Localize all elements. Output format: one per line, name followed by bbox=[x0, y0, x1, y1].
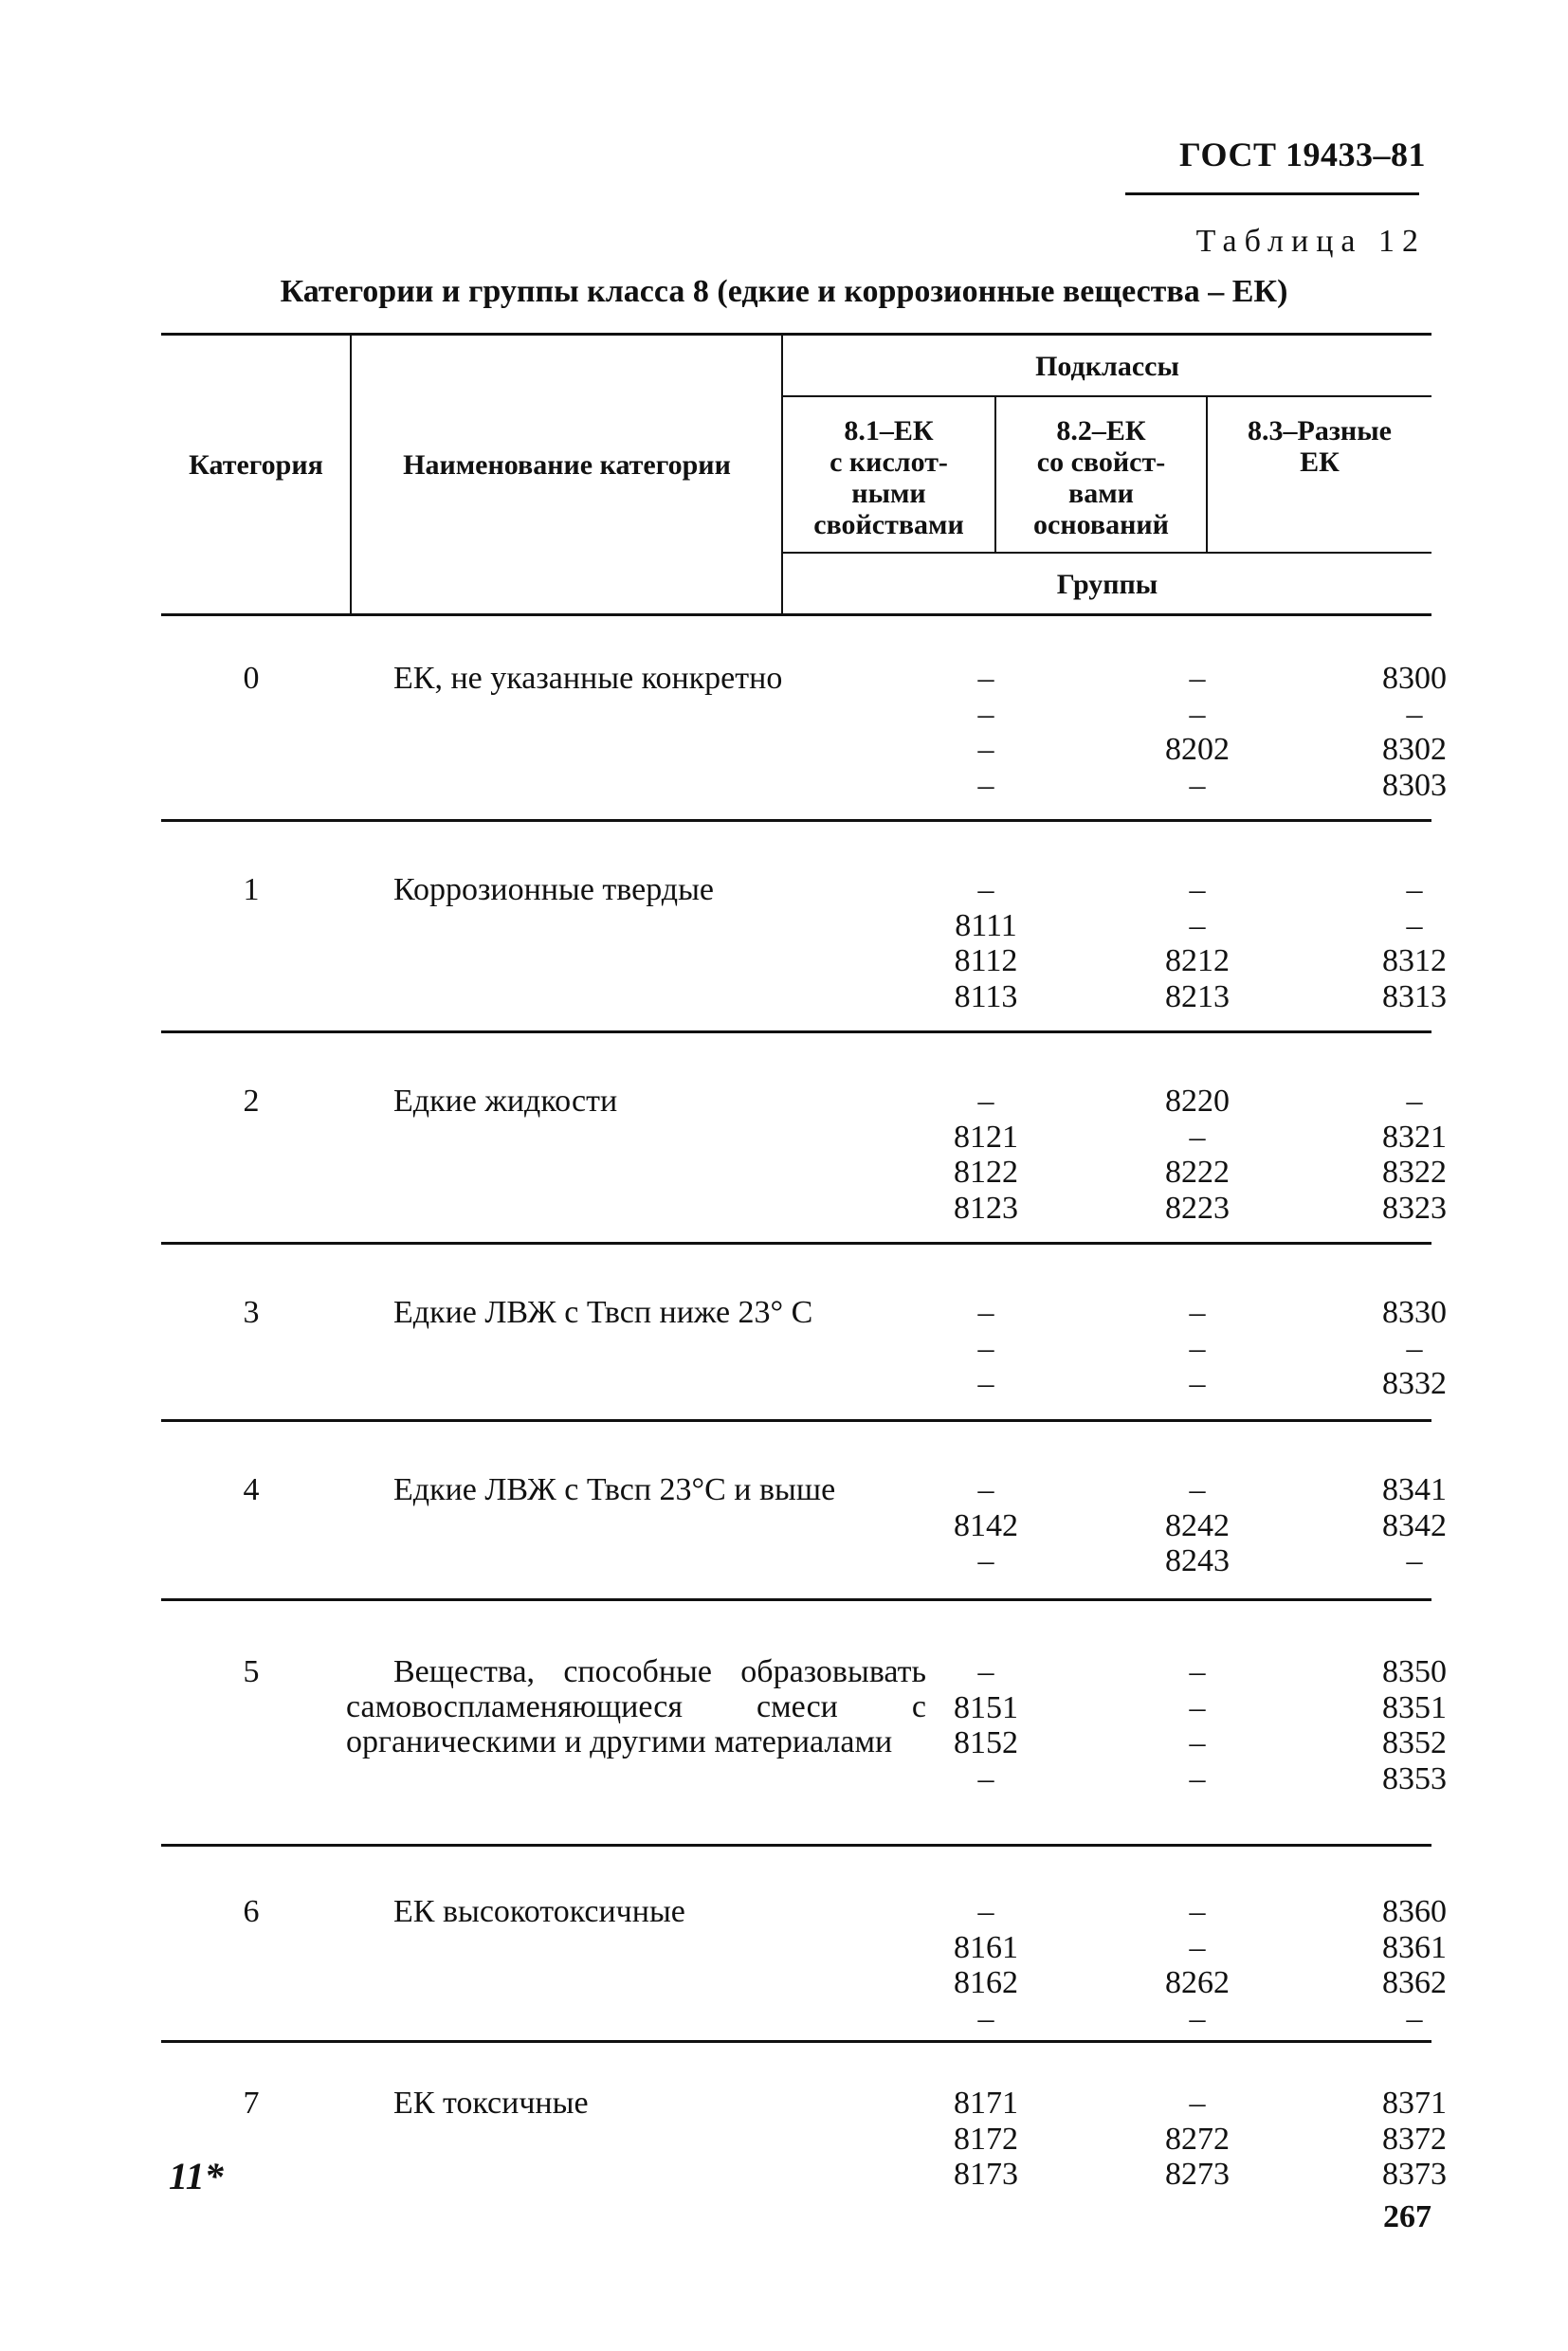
header-bottom-rule bbox=[161, 613, 1431, 616]
header-groups: Группы bbox=[1056, 569, 1158, 600]
category-name: Едкие ЛВЖ с Твсп 23°С и выше bbox=[393, 1472, 836, 1507]
group-code: 8371 bbox=[1382, 2086, 1447, 2121]
group-code: – bbox=[977, 767, 994, 803]
subclasses-rule bbox=[781, 395, 1431, 397]
group-code: – bbox=[977, 1543, 994, 1578]
group-column-3 bbox=[1320, 1084, 1509, 1226]
group-code: 8361 bbox=[1382, 1929, 1447, 1965]
group-code: – bbox=[1189, 767, 1206, 803]
table-top-rule bbox=[161, 333, 1431, 336]
group-code: – bbox=[977, 1295, 994, 1330]
group-code: 8171 bbox=[954, 2086, 1018, 2121]
category-name: ЕК токсичные bbox=[393, 2086, 589, 2121]
group-column-2 bbox=[1103, 1894, 1292, 2036]
group-code: 8172 bbox=[954, 2121, 1018, 2157]
group-code: 8213 bbox=[1165, 978, 1230, 1014]
group-column-3 bbox=[1320, 661, 1509, 803]
category-name: ЕК, не указанные конкретно bbox=[393, 661, 783, 696]
group-code: 8323 bbox=[1382, 1190, 1447, 1226]
group-code: – bbox=[977, 1472, 994, 1507]
group-code: 8353 bbox=[1382, 1760, 1447, 1796]
category-number: 3 bbox=[243, 1295, 260, 1330]
table-number: Таблица 12 bbox=[1195, 224, 1426, 259]
sub1-header-line: с кислот- bbox=[830, 447, 948, 478]
group-code: 8123 bbox=[954, 1190, 1018, 1226]
group-column-2 bbox=[1103, 872, 1292, 1014]
sub1-header-line: свойствами bbox=[813, 509, 964, 540]
sub2-header-line: вами bbox=[1068, 478, 1134, 509]
group-code: – bbox=[1406, 1330, 1423, 1366]
group-code: – bbox=[1189, 1760, 1206, 1796]
group-column-1 bbox=[891, 1472, 1081, 1579]
group-code: 8202 bbox=[1165, 732, 1230, 767]
group-code: – bbox=[1189, 696, 1206, 732]
category-name: ЕК высокотоксичные bbox=[393, 1894, 685, 1929]
standard-number: ГОСТ 19433–81 bbox=[1179, 136, 1426, 173]
group-code: – bbox=[1189, 1654, 1206, 1689]
group-code: 8113 bbox=[954, 978, 1018, 1014]
group-code: – bbox=[1406, 907, 1423, 943]
group-code: 8152 bbox=[954, 1725, 1018, 1760]
group-code: – bbox=[1189, 2000, 1206, 2036]
group-code: 8173 bbox=[954, 2157, 1018, 2192]
signature-mark: 11* bbox=[169, 2155, 224, 2197]
header-sub3 bbox=[1208, 415, 1431, 478]
group-code: – bbox=[977, 1330, 994, 1366]
group-code: 8220 bbox=[1165, 1084, 1230, 1119]
sub3-header-line: ЕК bbox=[1300, 447, 1340, 478]
row-separator bbox=[161, 1030, 1431, 1033]
group-code: 8332 bbox=[1382, 1366, 1447, 1401]
header-rule bbox=[1125, 192, 1419, 195]
group-code: 8342 bbox=[1382, 1507, 1447, 1543]
row-separator bbox=[161, 2040, 1431, 2043]
sub2-header-line: оснований bbox=[1033, 509, 1169, 540]
group-code: – bbox=[1406, 2000, 1423, 2036]
group-code: – bbox=[1189, 1725, 1206, 1760]
group-code: 8322 bbox=[1382, 1155, 1447, 1190]
category-name: Коррозионные твердые bbox=[393, 872, 715, 907]
page-number: 267 bbox=[1383, 2199, 1431, 2234]
group-code: 8122 bbox=[954, 1155, 1018, 1190]
group-code: – bbox=[977, 732, 994, 767]
group-code: – bbox=[977, 872, 994, 907]
header-subclasses: Подклассы bbox=[1035, 351, 1179, 382]
group-code: 8372 bbox=[1382, 2121, 1447, 2157]
group-column-1 bbox=[891, 1654, 1081, 1796]
header-sub2 bbox=[996, 415, 1206, 540]
group-code: 8262 bbox=[1165, 1965, 1230, 2000]
group-code: – bbox=[977, 696, 994, 732]
category-number: 6 bbox=[243, 1894, 260, 1929]
group-column-2 bbox=[1103, 661, 1292, 803]
group-column-2 bbox=[1103, 1472, 1292, 1579]
group-column-3 bbox=[1320, 1654, 1509, 1796]
group-column-2 bbox=[1103, 2086, 1292, 2193]
group-code: 8373 bbox=[1382, 2157, 1447, 2192]
group-column-1 bbox=[891, 872, 1081, 1014]
group-code: – bbox=[977, 1894, 994, 1929]
group-column-1 bbox=[891, 1084, 1081, 1226]
group-code: 8330 bbox=[1382, 1295, 1447, 1330]
group-code: 8303 bbox=[1382, 767, 1447, 803]
group-column-3 bbox=[1320, 1894, 1509, 2036]
table-caption: Категории и группы класса 8 (едкие и коррозионные вещества – ЕК) bbox=[280, 274, 1288, 309]
group-code: 8312 bbox=[1382, 943, 1447, 978]
group-code: – bbox=[977, 1366, 994, 1401]
group-code: – bbox=[977, 1760, 994, 1796]
group-code: 8302 bbox=[1382, 732, 1447, 767]
group-code: – bbox=[1406, 872, 1423, 907]
group-column-3 bbox=[1320, 2086, 1509, 2193]
group-code: 8162 bbox=[954, 1965, 1018, 2000]
category-name: Едкие ЛВЖ с Твсп ниже 23° С bbox=[393, 1295, 813, 1330]
sub1-header-line: ными bbox=[851, 478, 926, 509]
category-name: Едкие жидкости bbox=[393, 1084, 618, 1119]
group-code: 8300 bbox=[1382, 661, 1447, 696]
group-column-3 bbox=[1320, 1295, 1509, 1402]
category-number: 1 bbox=[243, 872, 260, 907]
sub2-header-line: 8.2–ЕК bbox=[1056, 415, 1146, 447]
header-sub1 bbox=[783, 415, 994, 540]
group-code: 8111 bbox=[955, 907, 1017, 943]
group-code: – bbox=[977, 1084, 994, 1119]
group-column-1 bbox=[891, 2086, 1081, 2193]
group-code: 8352 bbox=[1382, 1725, 1447, 1760]
group-code: – bbox=[1189, 1119, 1206, 1155]
row-separator bbox=[161, 1844, 1431, 1847]
group-code: – bbox=[1189, 661, 1206, 696]
header-name: Наименование категории bbox=[403, 449, 731, 481]
group-code: – bbox=[1189, 907, 1206, 943]
category-number: 0 bbox=[243, 661, 260, 696]
category-number: 2 bbox=[243, 1084, 260, 1119]
group-column-1 bbox=[891, 1894, 1081, 2036]
group-code: – bbox=[977, 1654, 994, 1689]
group-column-3 bbox=[1320, 1472, 1509, 1579]
group-code: 8151 bbox=[954, 1689, 1018, 1725]
group-column-1 bbox=[891, 1295, 1081, 1402]
group-code: 8313 bbox=[1382, 978, 1447, 1014]
group-code: – bbox=[1189, 1472, 1206, 1507]
sub1-header-line: 8.1–ЕК bbox=[844, 415, 934, 447]
group-code: – bbox=[1189, 1295, 1206, 1330]
group-code: 8351 bbox=[1382, 1689, 1447, 1725]
group-column-2 bbox=[1103, 1295, 1292, 1402]
group-code: – bbox=[1189, 1894, 1206, 1929]
header-category: Категория bbox=[189, 449, 323, 481]
group-code: – bbox=[1406, 1543, 1423, 1578]
group-code: 8121 bbox=[954, 1119, 1018, 1155]
group-code: 8321 bbox=[1382, 1119, 1447, 1155]
group-code: 8350 bbox=[1382, 1654, 1447, 1689]
group-code: 8360 bbox=[1382, 1894, 1447, 1929]
group-code: 8243 bbox=[1165, 1543, 1230, 1578]
group-code: 8222 bbox=[1165, 1155, 1230, 1190]
row-separator bbox=[161, 819, 1431, 822]
group-column-3 bbox=[1320, 872, 1509, 1014]
group-code: – bbox=[1189, 872, 1206, 907]
category-number: 7 bbox=[243, 2086, 260, 2121]
sub2-header-line: со свойст- bbox=[1036, 447, 1166, 478]
group-code: – bbox=[1189, 2086, 1206, 2121]
row-separator bbox=[161, 1598, 1431, 1601]
group-column-2 bbox=[1103, 1654, 1292, 1796]
group-code: – bbox=[1189, 1330, 1206, 1366]
group-code: – bbox=[1189, 1929, 1206, 1965]
group-code: 8112 bbox=[954, 943, 1018, 978]
group-code: 8341 bbox=[1382, 1472, 1447, 1507]
group-code: 8212 bbox=[1165, 943, 1230, 978]
group-code: – bbox=[977, 2000, 994, 2036]
group-code: 8272 bbox=[1165, 2121, 1230, 2157]
groups-rule bbox=[781, 552, 1431, 554]
row-separator bbox=[161, 1419, 1431, 1422]
group-code: 8161 bbox=[954, 1929, 1018, 1965]
category-number: 5 bbox=[243, 1654, 260, 1689]
group-code: 8273 bbox=[1165, 2157, 1230, 2192]
group-code: – bbox=[1406, 696, 1423, 732]
category-number: 4 bbox=[243, 1472, 260, 1507]
group-column-1 bbox=[891, 661, 1081, 803]
divider-category bbox=[350, 335, 352, 615]
group-code: – bbox=[1189, 1366, 1206, 1401]
group-code: 8362 bbox=[1382, 1965, 1447, 2000]
group-code: 8242 bbox=[1165, 1507, 1230, 1543]
sub3-header-line: 8.3–Разные bbox=[1248, 415, 1392, 447]
group-code: – bbox=[977, 661, 994, 696]
row-separator bbox=[161, 1242, 1431, 1245]
group-code: 8142 bbox=[954, 1507, 1018, 1543]
group-column-2 bbox=[1103, 1084, 1292, 1226]
group-code: – bbox=[1189, 1689, 1206, 1725]
category-name: Вещества, способные образовывать самовоспламеняющиеся смеси с органическими и другими материалами bbox=[346, 1654, 926, 1759]
group-code: 8223 bbox=[1165, 1190, 1230, 1226]
group-code: – bbox=[1406, 1084, 1423, 1119]
